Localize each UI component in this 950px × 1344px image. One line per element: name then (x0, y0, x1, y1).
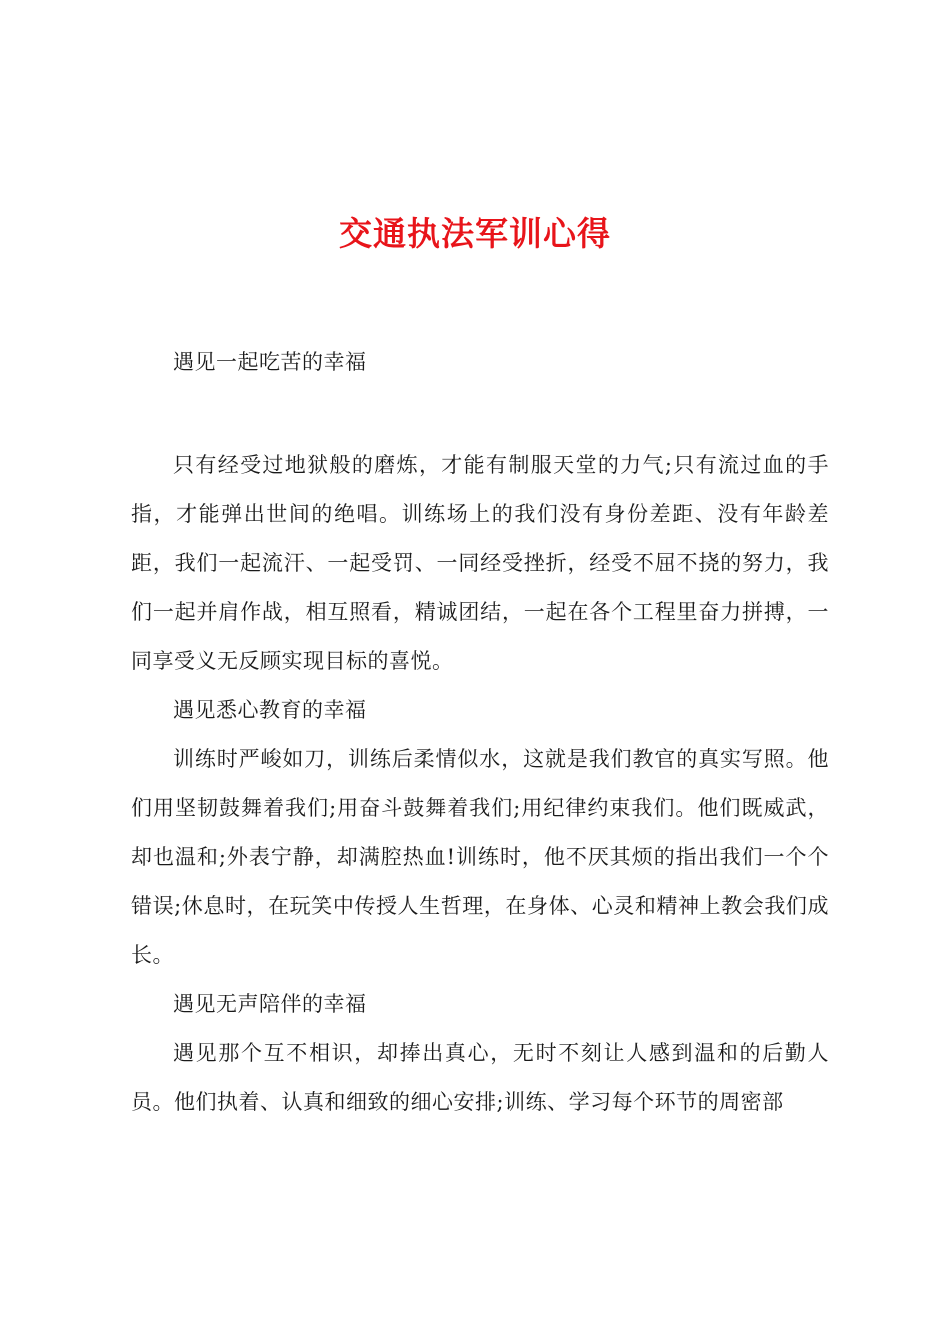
section-paragraph-3: 遇见那个互不相识，却捧出真心，无时不刻让人感到温和的后勤人员。他们执着、认真和细致的细心安排;训练、学习每个环节的周密部 (131, 1041, 829, 1114)
document-title: 交通执法军训心得 (339, 214, 611, 253)
section-paragraph-1: 只有经受过地狱般的磨炼，才能有制服天堂的力气;只有流过血的手指，才能弹出世间的绝唱。训练场上的我们没有身份差距、没有年龄差距，我们一起流汗、一起受罚、一同经受挫折，经受不屈不挠的努力，我们一起并肩作战，相互照看，精诚团结，一起在各个工程里奋力拼搏，一同享受义无反顾实现目标的喜悦。 (131, 453, 829, 673)
document-body (131, 338, 829, 1127)
section-heading-2: 遇见悉心教育的幸福 (173, 698, 367, 722)
section-heading-3: 遇见无声陪伴的幸福 (173, 992, 367, 1016)
section-paragraph-2: 训练时严峻如刀，训练后柔情似水，这就是我们教官的真实写照。他们用坚韧鼓舞着我们;用奋斗鼓舞着我们;用纪律约束我们。他们既威武，却也温和;外表宁静，却满腔热血!训练时，他不厌其烦的指出我们一个个错误;休息时，在玩笑中传授人生哲理，在身体、心灵和精神上教会我们成长。 (131, 747, 829, 967)
section-heading-1: 遇见一起吃苦的幸福 (173, 350, 367, 374)
